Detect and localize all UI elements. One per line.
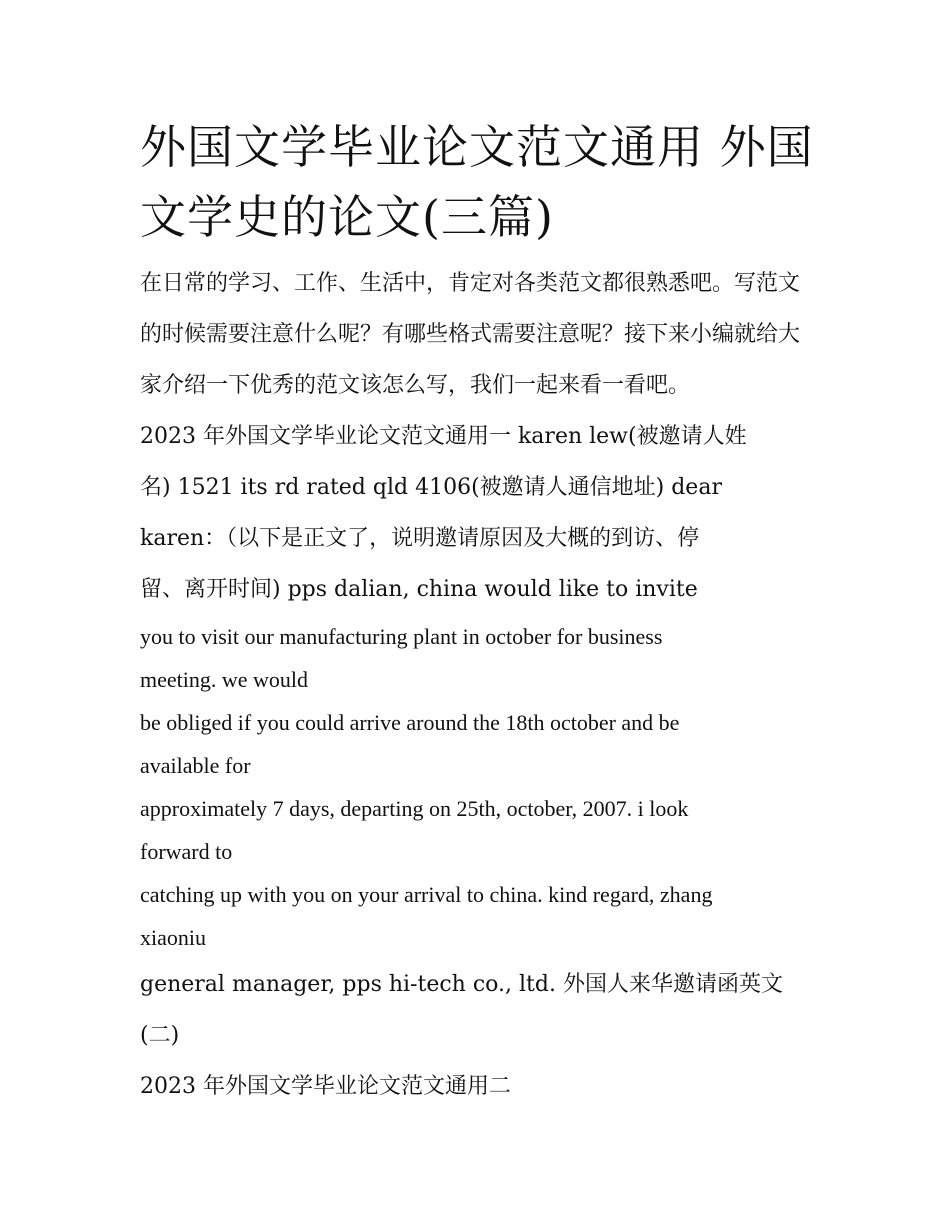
body-line: 2023 年外国文学毕业论文范文通用二 [140, 1074, 511, 1099]
body-line: available for [140, 753, 251, 778]
body-line: 2023 年外国文学毕业论文范文通用一 karen lew(被邀请人姓 [140, 424, 747, 449]
body-line: you to visit our manufacturing plant in october for business [140, 624, 663, 649]
body-line: general manager, pps hi-tech co., ltd. 外国人来华邀请函英文(二) [140, 972, 783, 1048]
body-line: karen：（以下是正文了，说明邀请原因及大概的到访、停 [140, 526, 700, 551]
body-line: 留、离开时间) pps dalian, china would like to invite [140, 577, 698, 602]
body-line: be obliged if you could arrive around the 18th october and be [140, 710, 680, 735]
body-line: meeting. we would [140, 667, 309, 692]
body-line: approximately 7 days, departing on 25th, october, 2007. i look [140, 796, 689, 821]
document-title: 外国文学毕业论文范文通用 外国文学史的论文(三篇) [140, 120, 814, 244]
document-page [140, 112, 820, 1112]
body-line: xiaoniu [140, 925, 206, 950]
intro-paragraph: 在日常的学习、工作、生活中，肯定对各类范文都很熟悉吧。写范文的时候需要注意什么呢？有哪些格式需要注意呢？接下来小编就给大家介绍一下优秀的范文该怎么写，我们一起来看一看吧。 [140, 271, 801, 398]
body-line: catching up with you on your arrival to china. kind regard, zhang [140, 882, 713, 907]
body-line: 名) 1521 its rd rated qld 4106(被邀请人通信地址) dear [140, 475, 722, 500]
body-line: forward to [140, 839, 233, 864]
